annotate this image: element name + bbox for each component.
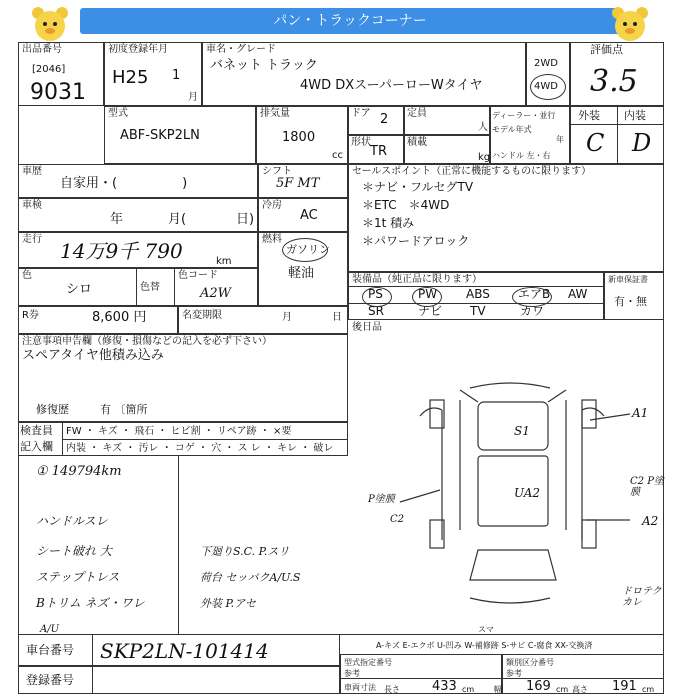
inspector-divider: [62, 422, 63, 456]
equip-ps: PS: [368, 287, 383, 301]
mark-door-right: ドロテク カレ: [622, 586, 662, 608]
diagram-arrow-left: [400, 490, 440, 502]
fuel-alt: 軽油: [288, 266, 315, 281]
inspection-label: 車検: [22, 200, 42, 211]
load-unit: kg: [478, 152, 491, 163]
mileage-unit: km: [216, 256, 232, 267]
spec-ref: 参考: [344, 669, 360, 678]
load-label: 積載: [407, 137, 427, 148]
diagram-wheel-rr: [582, 520, 596, 548]
registration-year: H25: [112, 67, 149, 88]
height-label: 高さ: [572, 685, 588, 694]
name-change-label: 名変期限: [182, 310, 222, 321]
mark-a1: A1: [632, 406, 649, 420]
displacement-label: 排気量: [260, 108, 290, 119]
doors-value: 2: [380, 112, 389, 127]
mark-c2-left: C2: [390, 514, 405, 525]
model-value: ABF-SKP2LN: [120, 128, 200, 143]
car-damage-diagram: [360, 340, 664, 640]
cat-label: 類別区分番号: [506, 658, 554, 667]
name-change-day: 日: [332, 312, 342, 323]
mark-bottom: スマ: [478, 625, 494, 634]
width-unit: cm: [556, 685, 569, 694]
ac-label: 冷房: [262, 200, 282, 211]
equip-ps-circle: [362, 287, 392, 307]
fuel-label: 燃料: [262, 234, 282, 245]
doors-label: ドア: [351, 108, 371, 119]
dealer-handle: ハンドル 左・右: [492, 151, 551, 160]
width-label: 幅: [494, 685, 502, 694]
model-name-label: 車名・グレード: [206, 44, 276, 55]
color-value: シロ: [66, 282, 93, 297]
sales-item-4: ＊パワードアロック: [362, 234, 470, 248]
registration-month-unit: 月: [188, 92, 198, 103]
inspector-sub-label: 記入欄: [20, 440, 53, 453]
equip-navi: ナビ: [418, 304, 443, 318]
model-name-value: バネット トラック: [210, 58, 318, 73]
mark-c2-right: C2 P塗膜: [630, 476, 664, 498]
inspector-note-right-1: 下廻りS.C. P.スリ: [200, 545, 290, 558]
history-label: 車歴: [22, 166, 42, 177]
equip-airbag-circle: [512, 287, 552, 307]
diagram-mirror-right: [582, 408, 604, 416]
color-tone-label: 色替: [140, 282, 160, 293]
rating-value: 3.5: [590, 64, 638, 99]
mark-s1: S1: [514, 424, 530, 438]
diagram-cab-roof: [478, 402, 548, 450]
lot-number: 9031: [30, 80, 86, 105]
dealer-label: ディーラー・並行: [492, 111, 556, 120]
inspection-day: 日): [236, 212, 255, 227]
capacity-unit: 人: [478, 122, 488, 133]
warranty-label: 新車保証書: [608, 275, 648, 284]
dealer-model-year: モデル年式: [492, 125, 532, 134]
form-label: 形状: [351, 137, 371, 148]
inspector-row1: FW ・ キズ ・ 飛石 ・ ヒビ割 ・ リペア跡 ・ ×要: [66, 426, 292, 437]
inspection-box: [18, 198, 258, 232]
grades-ext-label: 外装: [578, 109, 600, 122]
cat-ref: 参考: [506, 669, 522, 678]
diagram-mirror-left: [420, 408, 442, 416]
displacement-unit: cc: [332, 150, 343, 161]
inspector-row2: 内装 ・ キズ ・ 汚レ ・ コゲ ・ 穴 ・ ス レ ・ キレ ・ 破レ: [66, 443, 334, 454]
bear-icon-right: [606, 4, 654, 44]
grades-divider: [617, 106, 618, 164]
length-unit: cm: [462, 685, 475, 694]
chassis-value: SKP2LN-101414: [100, 639, 269, 663]
inspector-note-4: ステップトレス: [36, 570, 120, 584]
grades-header-line: [570, 124, 664, 125]
notes-label: 注意事項申告欄（修復・損傷などの記入を必ず下さい）: [22, 336, 272, 347]
ac-value: AC: [300, 208, 318, 223]
mileage-value: 14万9千 790: [60, 239, 183, 263]
lot-code: [2046]: [32, 64, 66, 75]
bear-icon-left: [26, 4, 74, 44]
mark-p-left: P塗膜: [368, 494, 395, 505]
notes-value: スペアタイヤ他積み込み: [22, 348, 164, 363]
grades-int-value: D: [632, 129, 652, 157]
equip-tv: TV: [470, 304, 486, 318]
rating-label: 評価点: [590, 43, 623, 56]
registration-label: 初度登録年月: [108, 44, 168, 55]
color-divider-2: [174, 268, 175, 306]
grades-int-label: 内装: [624, 109, 646, 122]
inspector-label: 検査員: [20, 424, 53, 437]
size-label: 車両寸法: [344, 683, 376, 692]
diagram-windshield: [460, 390, 566, 402]
diagram-side-left: [442, 410, 582, 540]
equip-abs: ABS: [466, 287, 490, 301]
diagram-rear-line: [470, 550, 556, 580]
name-change-month: 月: [282, 312, 292, 323]
notes-column-divider: [178, 456, 179, 634]
inspector-note-right-3: 外装 P.アセ: [200, 597, 257, 610]
drive-label: 2WD: [534, 58, 558, 69]
model-label: 型式: [108, 108, 128, 119]
banner-title: パン・トラックコーナー: [80, 8, 620, 34]
warranty-value: 有・無: [614, 295, 647, 308]
dealer-year-unit: 年: [556, 135, 564, 144]
sales-item-2: ＊ETC ＊4WD: [362, 198, 450, 212]
displacement-value: 1800: [282, 130, 316, 145]
spec-label: 型式指定番号: [344, 658, 392, 667]
diagram-body-left: [460, 400, 566, 530]
color-code-value: A2W: [200, 286, 232, 301]
inspector-note-3: シート破れ 大: [36, 544, 112, 558]
equip-airbag: エアB: [518, 287, 551, 301]
grades-ext-value: C: [586, 129, 605, 157]
recycle-label: R券: [22, 310, 39, 321]
inspection-month: 月(: [168, 212, 187, 227]
shift-value: 5F MT: [276, 176, 320, 191]
reg-number-label: 登録番号: [26, 673, 75, 687]
repair-value: 有 〔箇所: [100, 403, 148, 416]
sales-item-3: ＊1t 積み: [362, 216, 415, 230]
length-value: 433: [432, 679, 457, 694]
mark-a2: A2: [642, 514, 659, 528]
chassis-label: 車台番号: [26, 643, 75, 657]
mileage-label: 走行: [22, 234, 42, 245]
sales-item-1: ＊ナビ・フルセグTV: [362, 180, 474, 194]
equip-aw: AW: [568, 287, 588, 301]
equip-pw: PW: [418, 287, 438, 301]
inspection-year: 年: [110, 212, 124, 227]
equip-pw-circle: [412, 287, 442, 307]
diagram-rear-bumper: [470, 598, 550, 603]
drive-value: 4WD: [534, 81, 558, 92]
inspector-line: [62, 439, 348, 440]
equip-leather: カワ: [520, 304, 545, 318]
legend-text: A-キズ E-エクボ U-凹み W-補修跡 S-サビ C-腐食 XX-交換済: [376, 641, 593, 650]
color-label: 色: [22, 270, 32, 281]
inspector-note-right-2: 荷台 セッパクA/U.S: [200, 571, 301, 584]
height-unit: cm: [642, 685, 655, 694]
equipment-label: 装備品（純正品に限ります）: [352, 274, 482, 285]
delivery-label: 後日品: [352, 322, 382, 333]
inspector-note-2: ハンドルスレ: [36, 514, 108, 528]
color-divider-1: [136, 268, 137, 306]
height-value: 191: [612, 679, 637, 694]
repair-label: 修復歴: [36, 403, 69, 416]
equip-sr: SR: [368, 304, 384, 318]
history-value: 自家用・( ): [60, 176, 188, 191]
inspector-note-6: A/U: [40, 624, 60, 635]
capacity-label: 定員: [407, 108, 427, 119]
mark-ua2: UA2: [514, 486, 541, 500]
model-grade-value: 4WD DXスーパーローWタイヤ: [300, 78, 483, 93]
inspector-note-1: ① 149794km: [36, 464, 122, 479]
recycle-value: 8,600 円: [92, 310, 147, 325]
registration-month: 1: [172, 68, 181, 83]
width-value: 169: [526, 679, 551, 694]
diagram-front-bumper: [470, 383, 550, 388]
lot-label: 出品番号: [22, 44, 62, 55]
diagram-wheel-fr: [582, 400, 596, 428]
inspector-note-5: Bトリム ネズ・ワレ: [36, 596, 145, 610]
form-value: TR: [370, 144, 387, 159]
sales-label: セールスポイント（正常に機能するものに限ります）: [352, 166, 592, 177]
length-label: 長さ: [384, 685, 400, 694]
fuel-value: ガソリン: [286, 243, 330, 256]
color-code-label: 色コード: [178, 270, 218, 281]
shift-label: シフト: [262, 166, 292, 177]
